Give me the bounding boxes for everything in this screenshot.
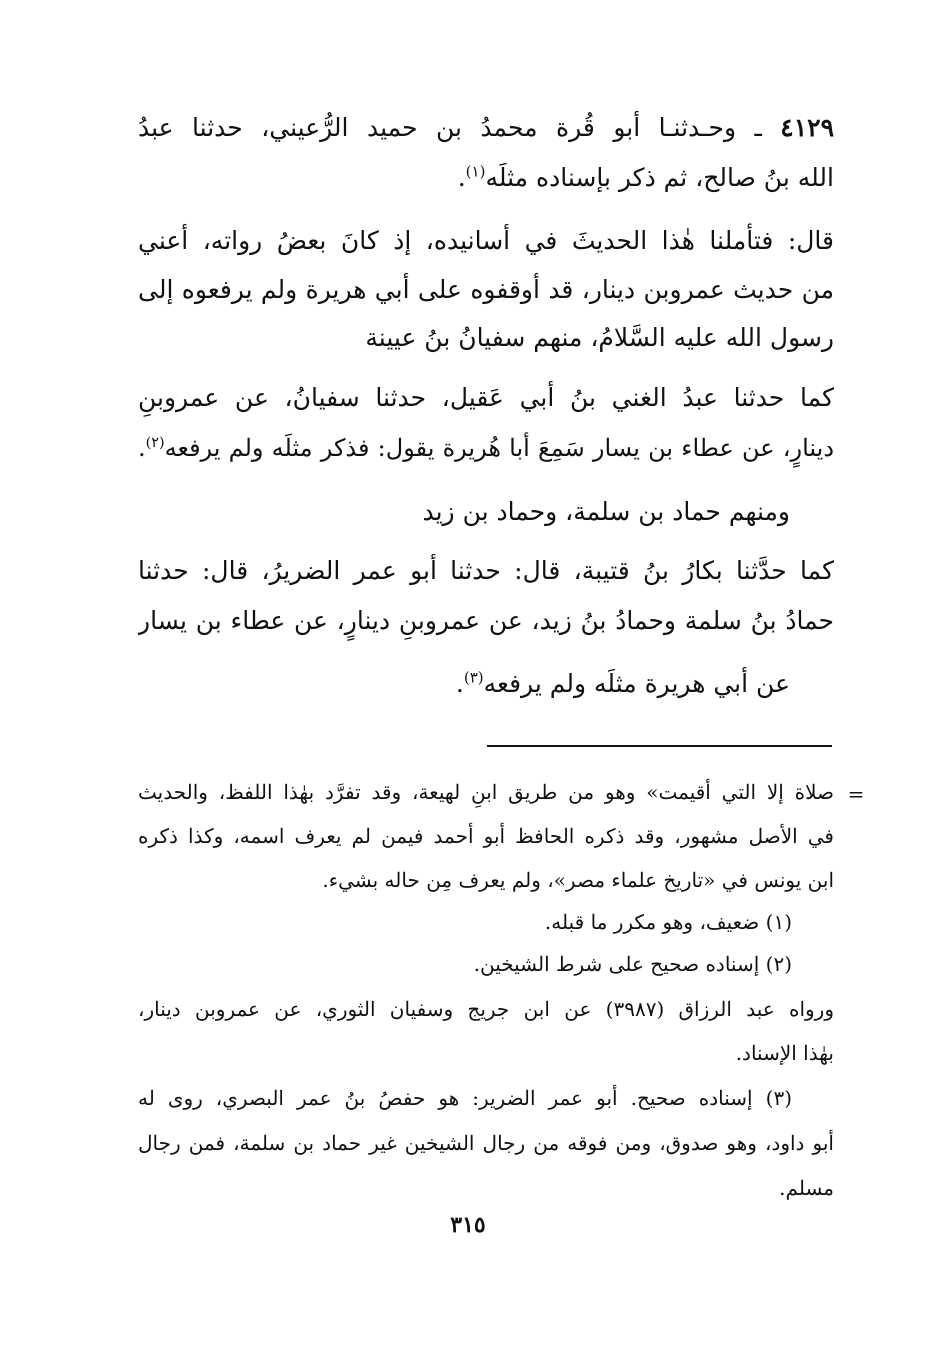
main-line-9 [138, 551, 834, 595]
footnote-3 [138, 1082, 792, 1118]
end-mark-3: . [455, 669, 464, 698]
main-line-8 [360, 492, 790, 536]
footnote-mark-3: (٣) [463, 668, 484, 687]
main-line-4 [138, 270, 834, 314]
main-line-2-text: الله بنُ صالح، ثم ذكر بإسناده مثلَه [485, 163, 834, 192]
footnote-line-6-text: ورواه عبد الرزاق (٣٩٨٧) عن ابن جريج وسفيان الثوري، عن عمروبن دينار، [138, 997, 834, 1021]
footnote-line-3-text: ابن يونس في «تاريخ علماء مصر»، ولم يعرف مِن حاله بشيء. [322, 868, 834, 892]
main-line-9-text: كما حدَّثنا بكارُ بنُ قتيبة، قال: حدثنا أبو عمر الضريرُ، قال: حدثنا [138, 556, 834, 585]
footnote-line-1-text: صلاة إلا التي أقيمت» وهو من طريق ابنِ لهيعة، وقد تفرَّد بهٰذا اللفظ، والحديث [138, 780, 834, 804]
main-line-11-text: عن أبي هريرة مثلَه ولم يرفعه [483, 669, 790, 698]
main-line-5 [300, 318, 834, 362]
main-line-10-text: حمادُ بنُ سلمة وحمادُ بنُ زيد، عن عمروبنِ دينارٍ، عن عطاء بن يسار [138, 606, 834, 635]
footnote-3-text: (٣) إسناده صحيح. أبو عمر الضرير: هو حفصُ بنُ عمر البصري، روى له [138, 1086, 792, 1110]
footnote-line-9-text: أبو داود، وهو صدوق، ومن فوقه من رجال الشيخين غير حماد بن سلمة، فمن رجال [138, 1131, 834, 1155]
end-mark-1: . [457, 163, 466, 192]
footnote-line-1 [138, 776, 834, 812]
main-line-7-text: دينارٍ، عن عطاء بن يسار سَمِعَ أبا هُريرة يقول: فذكر مثلَه ولم يرفعه [164, 434, 834, 462]
footnote-line-2-text: في الأصل مشهور، وقد ذكره الحافظ أبو أحمد فيمن لم يعرف اسمه، وكذا ذكره [138, 824, 834, 848]
footnote-line-9 [138, 1127, 834, 1163]
footnote-line-10-text: مسلم. [779, 1176, 834, 1200]
footnote-mark-2: (٢) [145, 435, 165, 451]
hadith-4129-line-1 [138, 108, 834, 152]
main-line-10 [138, 601, 834, 645]
footnote-line-10 [700, 1172, 834, 1208]
footnote-line-7 [600, 1037, 834, 1073]
footnote-line-6 [138, 993, 834, 1029]
footnote-1-text: (١) ضعيف، وهو مكرر ما قبله. [544, 910, 792, 934]
page-number: ٣١٥ [450, 1212, 486, 1238]
main-line-5-text: رسول الله عليه السَّلامُ، منهم سفيانُ بنُ عيينة [365, 323, 834, 352]
main-line-11 [400, 664, 790, 708]
main-line-8-text: ومنهم حماد بن سلمة، وحماد بن زيد [422, 497, 790, 526]
footnote-2 [400, 948, 792, 984]
main-line-3 [138, 221, 834, 265]
footnote-separator [487, 745, 832, 747]
main-line-6-text: كما حدثنا عبدُ الغني بنُ أبي عَقيل، حدثنا سفيانُ، عن عمروبنِ [138, 383, 834, 412]
end-mark-2: . [138, 434, 146, 462]
main-line-4-text: من حديث عمروبن دينار، قد أوقفوه على أبي هريرة ولم يرفعوه إلى [138, 275, 834, 304]
footnote-mark-1: (١) [465, 162, 486, 181]
main-line-2 [300, 158, 834, 202]
hadith-number: ٤١٢٩ [780, 113, 834, 142]
footnote-2-text: (٢) إسناده صحيح على شرط الشيخين. [473, 952, 792, 976]
footnote-line-3 [250, 864, 834, 900]
footnote-1 [450, 906, 792, 942]
main-line-6 [138, 378, 834, 422]
main-line-7 [138, 428, 834, 472]
footnote-line-2 [138, 820, 834, 856]
main-line-1-rest: ـ وحـدثنـا أبو قُرة محمدُ بن حميد الرُّعيني، حدثنا عبدُ [138, 113, 781, 142]
continuation-mark: = [847, 782, 865, 806]
footnote-line-7-text: بهٰذا الإسناد. [735, 1041, 834, 1065]
main-line-3-text: قال: فتأملنا هٰذا الحديثَ في أسانيده، إذ كانَ بعضُ رواته، أعني [138, 226, 834, 255]
